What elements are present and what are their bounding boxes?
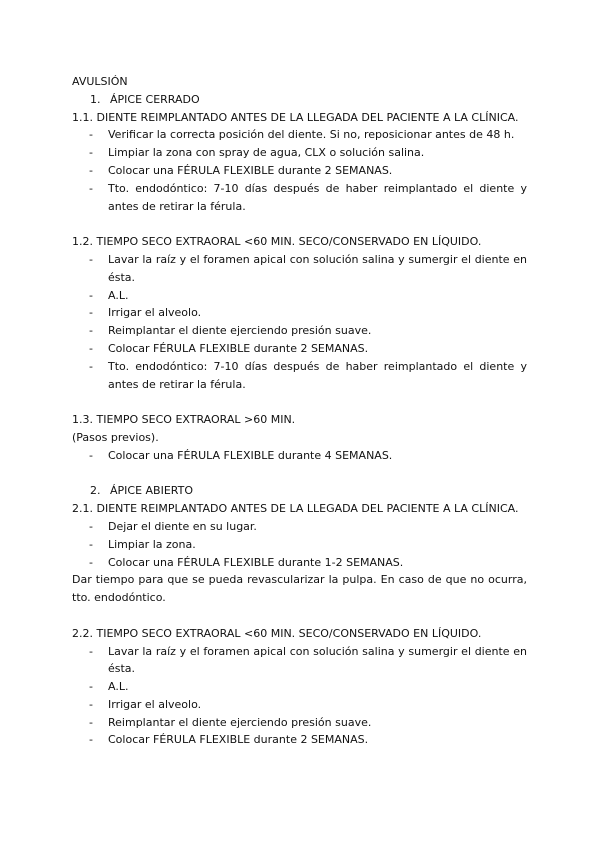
subsection-heading-2-2: 2.2. TIEMPO SECO EXTRAORAL <60 MIN. SECO/CONSERVADO EN LÍQUIDO. <box>72 626 482 640</box>
list-item: - A.L. <box>72 287 527 305</box>
list-1-3 <box>72 447 527 465</box>
spacer <box>72 393 527 411</box>
list-item: - Limpiar la zona con spray de agua, CLX o solución salina. <box>72 144 527 162</box>
document-title: AVULSIÓN <box>72 75 128 88</box>
list-item: - Dejar el diente en su lugar. <box>72 518 527 536</box>
list-1-2 <box>72 251 527 393</box>
list-item: - Irrigar el alveolo. <box>72 696 527 714</box>
list-item: - Colocar una FÉRULA FLEXIBLE durante 1-2 SEMANAS. <box>72 554 527 572</box>
dash-bullet: - <box>89 733 93 747</box>
dash-bullet: - <box>89 555 93 569</box>
dash-bullet: - <box>89 537 93 551</box>
dash-bullet: - <box>89 359 93 373</box>
spacer <box>72 465 527 483</box>
dash-bullet: - <box>89 715 93 729</box>
dash-bullet: - <box>89 644 93 658</box>
subsection-heading-2-1: 2.1. DIENTE REIMPLANTADO ANTES DE LA LLEGADA DEL PACIENTE A LA CLÍNICA. <box>72 502 519 516</box>
list-item: - Lavar la raíz y el foramen apical con solución salina y sumergir el diente en ésta. <box>89 252 527 284</box>
list-item: - Colocar una FÉRULA FLEXIBLE durante 4 SEMANAS. <box>72 447 527 465</box>
list-item: - Irrigar el alveolo. <box>72 304 527 322</box>
list-item: - Tto. endodóntico: 7-10 días después de haber reimplantado el diente y antes de retirar la férula. <box>89 359 527 391</box>
list-item: - Colocar FÉRULA FLEXIBLE durante 2 SEMANAS. <box>72 731 527 749</box>
section-label: ÁPICE ABIERTO <box>110 484 194 498</box>
spacer <box>72 607 527 625</box>
dash-bullet: - <box>89 252 93 266</box>
section-number: 1. <box>90 92 101 106</box>
section-label: ÁPICE CERRADO <box>110 92 200 106</box>
list-item: - Verificar la correcta posición del diente. Si no, reposicionar antes de 48 h. <box>72 126 527 144</box>
dash-bullet: - <box>89 146 93 160</box>
list-item: - Colocar FÉRULA FLEXIBLE durante 2 SEMANAS. <box>72 340 527 358</box>
list-2-2 <box>72 643 527 750</box>
dash-bullet: - <box>89 697 93 711</box>
document-body <box>72 73 527 749</box>
dash-bullet: - <box>89 680 93 694</box>
spacer <box>72 215 527 233</box>
dash-bullet: - <box>89 181 93 195</box>
paragraph-revascularizar: Dar tiempo para que se pueda revascularizar la pulpa. En caso de que no ocurra, tto. endodóntico. <box>72 573 527 605</box>
list-item: - Reimplantar el diente ejerciendo presión suave. <box>72 322 527 340</box>
list-item: - A.L. <box>72 678 527 696</box>
dash-bullet: - <box>89 306 93 320</box>
dash-bullet: - <box>89 448 93 462</box>
subsection-heading-1-3: 1.3. TIEMPO SECO EXTRAORAL >60 MIN. <box>72 413 296 427</box>
section-heading-apice-abierto <box>72 482 527 500</box>
list-item: - Colocar una FÉRULA FLEXIBLE durante 2 SEMANAS. <box>72 162 527 180</box>
dash-bullet: - <box>89 288 93 302</box>
subsection-note: (Pasos previos). <box>72 430 159 444</box>
section-heading-apice-cerrado <box>72 91 527 109</box>
dash-bullet: - <box>89 519 93 533</box>
dash-bullet: - <box>89 341 93 355</box>
list-item: - Limpiar la zona. <box>72 536 527 554</box>
list-2-1 <box>72 518 527 571</box>
list-item: - Lavar la raíz y el foramen apical con solución salina y sumergir el diente en ésta. <box>89 644 527 676</box>
subsection-heading-1-2: 1.2. TIEMPO SECO EXTRAORAL <60 MIN. SECO/CONSERVADO EN LÍQUIDO. <box>72 235 482 249</box>
list-item: - Tto. endodóntico: 7-10 días después de haber reimplantado el diente y antes de retirar la férula. <box>89 181 527 213</box>
dash-bullet: - <box>89 324 93 338</box>
dash-bullet: - <box>89 128 93 142</box>
list-1-1 <box>72 126 527 215</box>
subsection-heading-1-1: 1.1. DIENTE REIMPLANTADO ANTES DE LA LLEGADA DEL PACIENTE A LA CLÍNICA. <box>72 110 519 124</box>
section-number: 2. <box>90 484 101 498</box>
dash-bullet: - <box>89 163 93 177</box>
list-item: - Reimplantar el diente ejerciendo presión suave. <box>72 714 527 732</box>
